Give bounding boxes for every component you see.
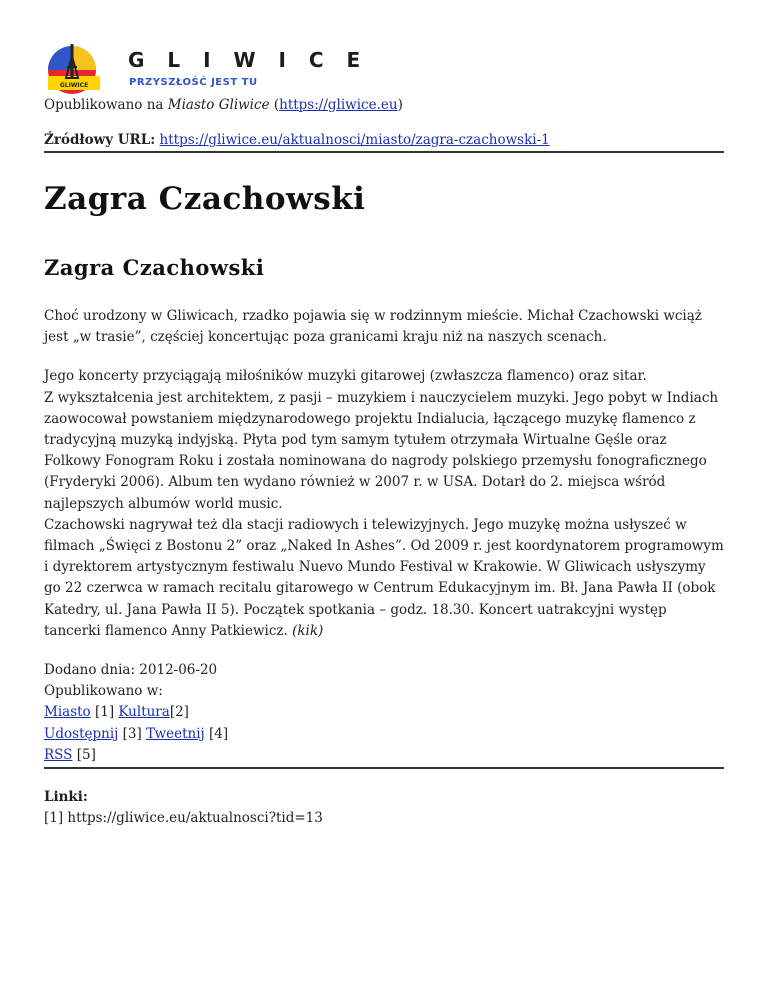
date-added: Dodano dnia: 2012-06-20 (44, 662, 218, 679)
author-signature: (kik) (292, 622, 324, 639)
source-url-link[interactable]: https://gliwice.eu/aktualnosci/miasto/zagra-czachowski-1 (159, 132, 550, 148)
ref-2: [2] (169, 704, 189, 721)
paren-open: ( (269, 97, 280, 113)
source-url-line (44, 130, 724, 153)
share-link[interactable]: Udostępnij (44, 725, 119, 742)
rss-link[interactable]: RSS (44, 746, 73, 763)
paragraph-main (44, 366, 724, 642)
link-item-1: [1] https://gliwice.eu/aktualnosci?tid=13 (44, 810, 323, 827)
published-line (44, 95, 724, 115)
links-label: Linki: (44, 789, 88, 806)
site-url-link[interactable]: https://gliwice.eu (279, 97, 398, 113)
ref-4: [4] (204, 725, 229, 742)
article-title: Zagra Czachowski (44, 255, 265, 280)
ref-1: [1] (90, 704, 119, 721)
site-name: Miasto Gliwice (167, 97, 270, 113)
logo-text: GLIWICE (59, 82, 89, 89)
published-in-label: Opublikowano w: (44, 683, 163, 700)
paragraph-line-2: Z wykształcenia jest architektem, z pasji – muzykiem i nauczycielem muzyki. Jego pobyt w Indiach zaowocował powstaniem międzynarodowego projektu Indialucia, łączącego muzykę flamenco z tradycyjną muzyką indyjską. Płyta pod tym samym tytułem otrzymała Wirtualne Gęśle oraz Folkowy Fonogram Roku i została nominowana do nagrody polskiego przemysłu fonograficznego (Fryderyki 2006). Album ten wydano również w 2007 r. w USA. Dotarł do 2. miejsca wśród najlepszych albumów world music. (44, 389, 719, 512)
page (44, 0, 724, 829)
category-link-miasto[interactable]: Miasto (44, 704, 91, 721)
header (44, 0, 724, 95)
paragraph-line-1: Jego koncerty przyciągają miłośników muzyki gitarowej (zwłaszcza flamenco) oraz sitar. (44, 368, 647, 385)
ref-5: [5] (72, 746, 96, 763)
paren-close: ) (397, 97, 403, 113)
paragraph-intro: Choć urodzony w Gliwicach, rzadko pojawia się w rodzinnym mieście. Michał Czachowski wciąż jest „w trasie”, częściej koncertując poza granicami kraju niż na naszych scenach. (44, 308, 702, 346)
published-prefix: Opublikowano na (44, 97, 168, 113)
brand-tagline: PRZYSZŁOŚĆ JEST TU (129, 77, 258, 88)
source-label: Źródłowy URL: (44, 132, 156, 148)
page-title: Zagra Czachowski (44, 181, 366, 217)
paragraph-line-3-text: Czachowski nagrywał też dla stacji radiowych i telewizyjnych. Jego muzykę można usłyszeć w filmach „Święci z Bostonu 2” oraz „Naked In Ashes”. Od 2009 r. jest koordynatorem programowym i dyrektorem artystycznym festiwalu Nuevo Mundo Festival w Krakowie. W Gliwicach usłyszymy go 22 czerwca w ramach recitalu gitarowego w Centrum Edukacyjnym im. Bł. Jana Pawła II (obok Katedry, ul. Jana Pawła II 5). Początek spotkania – godz. 18.30. Koncert uatrakcyjni występ tancerki flamenco Anny Patkiewicz. (44, 516, 724, 639)
category-line (44, 702, 724, 723)
share-line (44, 724, 724, 745)
category-link-kultura[interactable]: Kultura (118, 704, 170, 721)
tweet-link[interactable]: Tweetnij (146, 725, 205, 742)
gliwice-logo-icon (44, 42, 104, 94)
links-section (44, 787, 724, 829)
brand-name: G L I W I C E (128, 48, 369, 72)
article-meta (44, 660, 724, 769)
rss-line (44, 745, 724, 766)
paragraph-line-3 (44, 515, 724, 642)
ref-3: [3] (118, 725, 147, 742)
